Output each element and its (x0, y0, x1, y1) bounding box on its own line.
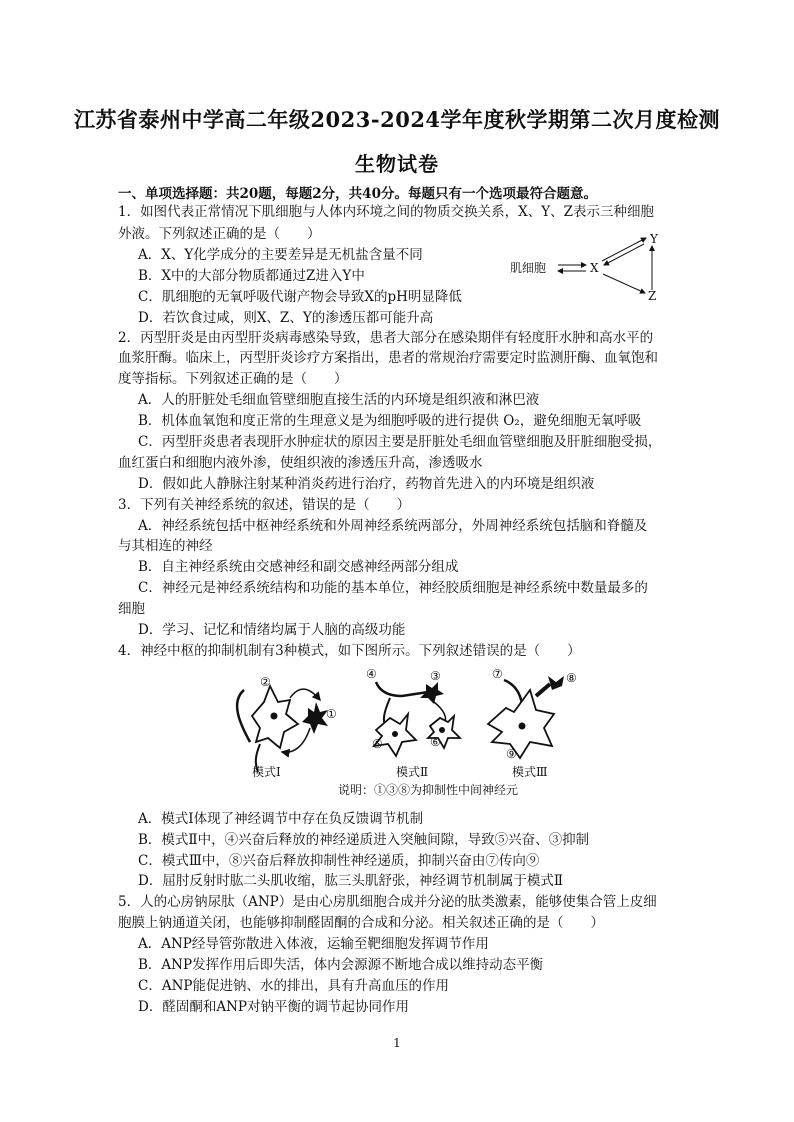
q2-stem-line1: 2．丙型肝炎是由丙型肝炎病毒感染导致，患者大部分在感染期伴有轻度肝水肿和高水平的 (118, 330, 654, 346)
diagram-label-cell: 肌细胞 (510, 261, 547, 275)
fig-note: 说明：①③⑧为抑制性中间神经元 (338, 783, 519, 797)
q2-option-d: D．假如此人静脉注射某种消炎药进行治疗，药物首先进入的内环境是组织液 (138, 476, 595, 492)
q3-option-c-line1: C．神经元是神经系统结构和功能的基本单位，神经胶质细胞是神经系统中数量最多的 (138, 580, 648, 596)
q5-option-a: A．ANP经导管弥散进入体液，运输至靶细胞发挥调节作用 (138, 936, 489, 952)
fig-label-n6: ⑥ (430, 735, 441, 749)
q4-option-d: D．屈肘反射时肱二头肌收缩，肱三头肌舒张，神经调节机制属于模式Ⅱ (138, 873, 563, 889)
fig-label-mode3: 模式Ⅲ (512, 765, 548, 779)
q2-stem-line3: 度等指标。下列叙述正确的是（ ） (118, 371, 348, 387)
fig-label-mode2: 模式Ⅱ (396, 765, 429, 779)
fig-label-n5: ⑤ (372, 737, 383, 751)
q1-exchange-diagram (508, 232, 668, 304)
exam-subtitle: 生物试卷 (355, 152, 439, 176)
fig-label-n1: ① (326, 707, 337, 721)
q2-stem-line2: 血浆肝酶。临床上，丙型肝炎诊疗方案指出，患者的常规治疗需要定时监测肝酶、血氧饱和 (118, 350, 658, 366)
q4-option-c: C．模式Ⅲ中，⑧兴奋后释放抑制性神经递质，抑制兴奋由⑦传向⑨ (138, 853, 540, 869)
q1-option-a: A．X、Y化学成分的主要差异是无机盐含量不同 (138, 247, 423, 263)
exam-title: 江苏省泰州中学高二年级2023-2024学年度秋学期第二次月度检测 (73, 107, 721, 132)
q1-option-b: B．X中的大部分物质都通过Z进入Y中 (138, 268, 365, 284)
fig-label-n9: ⑨ (506, 747, 517, 761)
q1-stem-line2: 外液。下列叙述正确的是（ ） (118, 226, 321, 242)
q2-option-b: B．机体血氧饱和度正常的生理意义是为细胞呼吸的进行提供 O₂，避免细胞无氧呼吸 (138, 413, 642, 429)
fig-label-n3: ③ (430, 669, 441, 683)
q4-option-b: B．模式Ⅱ中，④兴奋后释放的神经递质进入突触间隙，导致⑤兴奋、③抑制 (138, 832, 590, 848)
q1-stem-line1: 1．如图代表正常情况下肌细胞与人体内环境之间的物质交换关系，X、Y、Z表示三种细胞 (118, 204, 654, 220)
fig-label-n4: ④ (366, 667, 377, 681)
q4-option-a: A．模式Ⅰ体现了神经调节中存在负反馈调节机制 (138, 811, 424, 827)
q1-option-d: D．若饮食过咸，则X、Z、Y的渗透压都可能升高 (138, 310, 434, 326)
section-heading: 一、单项选择题：共20题，每题2分，共40分。每题只有一个选项最符合题意。 (118, 186, 597, 202)
diagram-label-y: Y (650, 232, 658, 246)
diagram-label-z: Z (648, 289, 657, 303)
q3-option-b: B．自主神经系统由交感神经和副交感神经两部分组成 (138, 559, 459, 575)
fig-label-n7: ⑦ (492, 667, 503, 681)
fig-label-n8: ⑧ (566, 671, 577, 685)
q5-option-b: B．ANP发挥作用后即失活，体内会源源不断地合成以维持动态平衡 (138, 957, 544, 973)
q3-option-c-line2: 细胞 (118, 601, 145, 617)
diagram-label-x: X (590, 261, 599, 275)
q3-option-d: D．学习、记忆和情绪均属于人脑的高级功能 (138, 622, 406, 638)
q3-option-a-line1: A．神经系统包括中枢神经系统和外周神经系统两部分，外周神经系统包括脑和脊髓及 (138, 518, 648, 534)
q3-option-a-line2: 与其相连的神经 (118, 538, 213, 554)
q5-option-c: C．ANP能促进钠、水的排出，具有升高血压的作用 (138, 978, 449, 994)
q5-option-d: D．醛固酮和ANP对钠平衡的调节起协同作用 (138, 999, 409, 1015)
q2-option-c-line1: C．丙型肝炎患者表现肝水肿症状的原因主要是肝脏处毛细血管壁细胞及肝脏细胞受损， (138, 434, 662, 450)
q5-stem-line1: 5．人的心房钠尿肽（ANP）是由心房肌细胞合成并分泌的肽类激素，能够使集合管上皮细 (118, 894, 657, 910)
q5-stem-line2: 胞膜上钠通道关闭，也能够抑制醛固酮的合成和分泌。相关叙述正确的是（ ） (118, 915, 604, 931)
page-number: 1 (393, 1036, 401, 1050)
fig-label-mode1: 模式Ⅰ (252, 765, 281, 779)
q3-stem: 3．下列有关神经系统的叙述，错误的是（ ） (118, 497, 411, 513)
q4-stem: 4．神经中枢的抑制机制有3种模式，如下图所示。下列叙述错误的是（ ） (118, 643, 581, 659)
q2-option-a: A．人的肝脏处毛细血管壁细胞直接生活的内环境是组织液和淋巴液 (138, 392, 540, 408)
fig-label-n2: ② (260, 675, 271, 689)
q1-option-c: C．肌细胞的无氧呼吸代谢产物会导致X的pH明显降低 (138, 289, 462, 305)
q2-option-c-line2: 血红蛋白和细胞内液外渗，使组织液的渗透压升高，渗透吸水 (118, 455, 483, 471)
q4-inhibition-figure (230, 662, 590, 798)
